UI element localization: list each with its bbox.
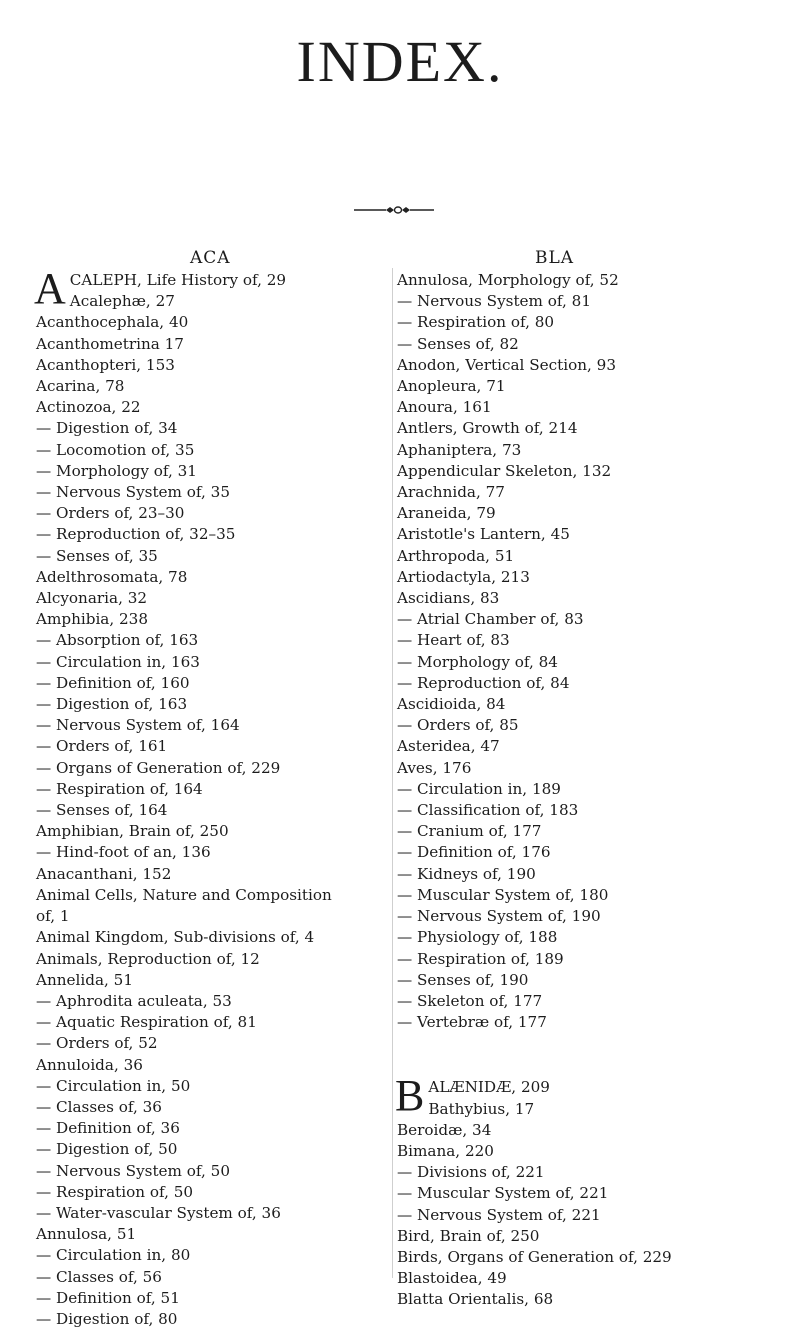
index-entry: — Aquatic Respiration of, 81 bbox=[36, 1013, 257, 1032]
index-entry: Anacanthani, 152 bbox=[36, 864, 172, 883]
index-entry: Anodon, Vertical Section, 93 bbox=[397, 355, 616, 374]
index-entry: Annelida, 51 bbox=[36, 970, 133, 989]
index-entry: — Orders of, 161 bbox=[36, 737, 168, 756]
index-entry: — Physiology of, 188 bbox=[397, 928, 558, 947]
index-entry: Artiodactyla, 213 bbox=[397, 567, 530, 586]
index-entry: — Cranium of, 177 bbox=[397, 822, 542, 841]
right-entry-list-a bbox=[397, 270, 797, 1033]
index-entry: Blastoidea, 49 bbox=[397, 1269, 507, 1288]
index-entry: — Definition of, 176 bbox=[397, 843, 551, 862]
index-entry: — Senses of, 190 bbox=[397, 970, 529, 989]
index-entry: — Digestion of, 80 bbox=[36, 1309, 178, 1328]
index-entry: — Definition of, 36 bbox=[36, 1119, 180, 1138]
index-entry: Birds, Organs of Generation of, 229 bbox=[397, 1247, 672, 1266]
index-entry: — Nervous System of, 81 bbox=[397, 292, 591, 311]
index-entry: Bird, Brain of, 250 bbox=[397, 1226, 540, 1245]
index-entry: Animal Cells, Nature and Composition bbox=[36, 885, 332, 904]
index-entry: Annulosa, 51 bbox=[36, 1225, 137, 1244]
right-index-column bbox=[397, 270, 797, 1311]
index-entry: — Classes of, 56 bbox=[36, 1267, 162, 1286]
index-entry: Acanthopteri, 153 bbox=[36, 355, 175, 374]
dropcap-letter: B bbox=[395, 1071, 425, 1121]
index-entry: Aves, 176 bbox=[397, 758, 472, 777]
index-entry: — Circulation in, 50 bbox=[36, 1076, 191, 1095]
index-entry: Antlers, Growth of, 214 bbox=[397, 419, 578, 438]
index-entry-text: ALÆNIDÆ, 209 bbox=[428, 1078, 550, 1097]
index-entry: of, 1 bbox=[36, 907, 70, 926]
index-entry: Anopleura, 71 bbox=[397, 377, 506, 396]
index-entry: — Classes of, 36 bbox=[36, 1097, 162, 1116]
index-entry: Amphibian, Brain of, 250 bbox=[36, 822, 229, 841]
index-entry: — Respiration of, 164 bbox=[36, 779, 203, 798]
index-entry: Bathybius, 17 bbox=[428, 1099, 535, 1118]
index-entry: Bimana, 220 bbox=[397, 1141, 494, 1160]
dropcap-letter: A bbox=[34, 264, 66, 313]
index-entry: — Orders of, 23–30 bbox=[36, 504, 185, 523]
index-entry: — Definition of, 51 bbox=[36, 1288, 180, 1307]
index-entry: — Morphology of, 84 bbox=[397, 652, 558, 671]
right-column-heading: BLA bbox=[535, 248, 575, 268]
index-entry: Blatta Orientalis, 68 bbox=[397, 1290, 554, 1309]
index-entry: — Circulation in, 163 bbox=[36, 652, 200, 671]
index-entry: — Muscular System of, 221 bbox=[397, 1184, 609, 1203]
index-entry: Adelthrosomata, 78 bbox=[36, 567, 188, 586]
index-entry: Arthropoda, 51 bbox=[397, 546, 515, 565]
index-entry: Araneida, 79 bbox=[397, 504, 496, 523]
index-entry: — Orders of, 85 bbox=[397, 716, 519, 735]
index-entry: Animal Kingdom, Sub-divisions of, 4 bbox=[36, 928, 315, 947]
index-entry: — Nervous System of, 35 bbox=[36, 483, 230, 502]
index-entry: — Morphology of, 31 bbox=[36, 461, 197, 480]
index-entry: Ascidians, 83 bbox=[397, 589, 500, 608]
page-title: INDEX. bbox=[296, 29, 504, 94]
index-entry: Anoura, 161 bbox=[397, 398, 492, 417]
index-entry: — Organs of Generation of, 229 bbox=[36, 758, 281, 777]
index-entry: — Respiration of, 189 bbox=[397, 949, 564, 968]
index-entry: — Reproduction of, 32–35 bbox=[36, 525, 236, 544]
index-entry: — Circulation in, 80 bbox=[36, 1246, 191, 1265]
index-entry: — Senses of, 164 bbox=[36, 801, 168, 820]
section-gap bbox=[397, 1033, 797, 1077]
index-entry: — Circulation in, 189 bbox=[397, 779, 561, 798]
index-entry: Amphibia, 238 bbox=[36, 610, 149, 629]
index-entry: Annulosa, Morphology of, 52 bbox=[397, 271, 619, 289]
index-entry: — Orders of, 52 bbox=[36, 1034, 158, 1053]
index-entry: Acalephæ, 27 bbox=[69, 292, 175, 311]
index-entry: Aristotle's Lantern, 45 bbox=[397, 525, 570, 544]
index-entry: — Digestion of, 50 bbox=[36, 1140, 178, 1159]
index-entry: — Digestion of, 163 bbox=[36, 695, 188, 714]
index-entry: Annuloida, 36 bbox=[36, 1055, 143, 1074]
index-entry: — Nervous System of, 50 bbox=[36, 1161, 230, 1180]
index-entry: — Nervous System of, 190 bbox=[397, 907, 601, 926]
index-entry: Ascidioida, 84 bbox=[397, 695, 506, 714]
index-entry: Animals, Reproduction of, 12 bbox=[36, 949, 260, 968]
index-entry: — Kidneys of, 190 bbox=[397, 864, 536, 883]
index-entry: Actinozoa, 22 bbox=[36, 398, 141, 417]
index-entry: — Atrial Chamber of, 83 bbox=[397, 610, 584, 629]
index-entry: — Senses of, 35 bbox=[36, 546, 158, 565]
ornament-divider bbox=[354, 205, 434, 215]
index-entry: — Muscular System of, 180 bbox=[397, 885, 609, 904]
index-entry: Acarina, 78 bbox=[36, 377, 125, 396]
index-entry: — Nervous System of, 221 bbox=[397, 1205, 601, 1224]
left-entry-list bbox=[36, 291, 386, 1330]
index-entry: — Aphrodita aculeata, 53 bbox=[36, 991, 232, 1010]
index-entry: — Respiration of, 80 bbox=[397, 313, 555, 332]
index-entry: Arachnida, 77 bbox=[397, 483, 505, 502]
column-divider bbox=[392, 268, 393, 1278]
index-entry: — Water-vascular System of, 36 bbox=[36, 1203, 281, 1222]
index-entry: — Hind-foot of an, 136 bbox=[36, 843, 211, 862]
left-index-column bbox=[34, 264, 386, 1330]
index-entry: — Absorption of, 163 bbox=[36, 631, 199, 650]
index-entry: — Respiration of, 50 bbox=[36, 1182, 194, 1201]
index-entry: Alcyonaria, 32 bbox=[36, 589, 148, 608]
index-entry: — Digestion of, 34 bbox=[36, 419, 178, 438]
index-entry: — Reproduction of, 84 bbox=[397, 673, 570, 692]
index-entry: — Vertebræ of, 177 bbox=[397, 1013, 547, 1032]
index-entry: Acanthocephala, 40 bbox=[36, 313, 189, 332]
index-entry: — Nervous System of, 164 bbox=[36, 716, 240, 735]
index-entry: — Definition of, 160 bbox=[36, 673, 190, 692]
index-entry: Appendicular Skeleton, 132 bbox=[397, 461, 612, 480]
index-entry: — Classification of, 183 bbox=[397, 801, 579, 820]
index-entry: — Heart of, 83 bbox=[397, 631, 510, 650]
index-entry: — Divisions of, 221 bbox=[397, 1163, 545, 1182]
index-entry: — Senses of, 82 bbox=[397, 334, 519, 353]
index-entry: Asteridea, 47 bbox=[397, 737, 500, 756]
index-entry: — Locomotion of, 35 bbox=[36, 440, 195, 459]
index-entry-text: CALEPH, Life History of, 29 bbox=[69, 271, 287, 289]
index-entry: Acanthometrina 17 bbox=[36, 334, 184, 353]
right-entry-list-b bbox=[397, 1099, 797, 1311]
index-entry: Beroidæ, 34 bbox=[397, 1120, 492, 1139]
left-column-heading: ACA bbox=[190, 248, 231, 268]
index-entry: Aphaniptera, 73 bbox=[397, 440, 522, 459]
index-entry: — Skeleton of, 177 bbox=[397, 991, 543, 1010]
